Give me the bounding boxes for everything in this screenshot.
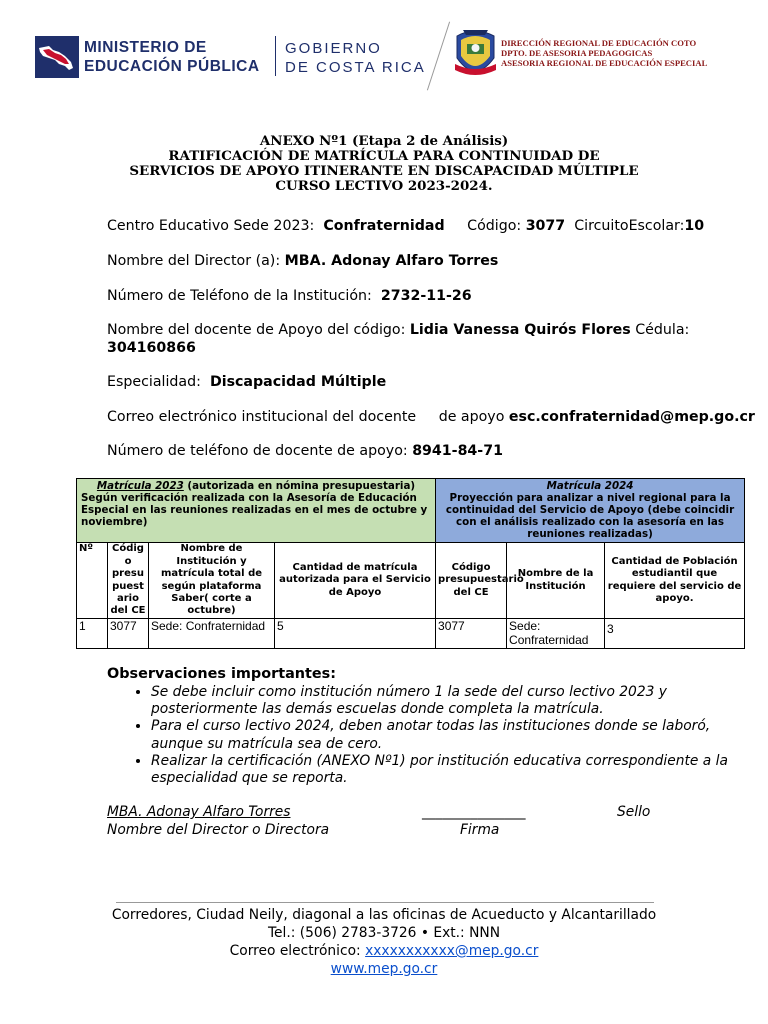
letterhead <box>0 0 768 100</box>
footer-email-link[interactable]: xxxxxxxxxxx@mep.go.cr <box>365 943 539 959</box>
col-header-institucion-2024: Nombre de la Institución <box>507 543 605 619</box>
observaciones-list <box>130 684 751 787</box>
telefono-inst-label: Número de Teléfono de la Institución: <box>107 288 372 304</box>
list-item: • Se debe incluir como institución número 1 la sede del curso lectivo 2023 y posteriormente las demás escuelas donde completa la matrícula. <box>151 684 751 718</box>
director-signature-caption: Nombre del Director o Directora <box>107 822 330 838</box>
telefono-doc-line <box>107 443 503 459</box>
gov-line-1: GOBIERNO <box>285 40 382 57</box>
correo-value: esc.confraternidad@mep.go.cr <box>508 409 755 425</box>
centro-line <box>107 218 704 234</box>
title-line-3: SERVICIOS DE APOYO ITINERANTE EN DISCAPACIDAD MÚLTIPLE <box>129 163 639 179</box>
matricula-2023-title: Matrícula 2023 <box>96 480 184 492</box>
circuito-value: 10 <box>684 218 705 234</box>
circuito-label: CircuitoEscolar: <box>574 218 685 234</box>
mep-logo-icon <box>35 36 79 78</box>
regional-crest-icon <box>453 28 498 80</box>
observaciones-title: Observaciones importantes: <box>107 666 336 682</box>
col-header-codigo-2023 <box>108 543 149 619</box>
list-item: • Para el curso lectivo 2024, deben anotar todas las instituciones donde se laboró, aunque su matrícula sea de cero. <box>151 718 751 752</box>
director-line <box>107 253 498 269</box>
centro-label: Centro Educativo Sede 2023: <box>107 218 315 234</box>
correo-line <box>107 409 755 425</box>
footer-phone: Tel.: (506) 2783-3726 • Ext.: NNN <box>267 925 501 941</box>
footer-website-link[interactable]: www.mep.go.cr <box>330 961 438 977</box>
cell-codigo-2023: 3077 <box>108 619 149 649</box>
cell-cantidad-2023: 5 <box>275 619 436 649</box>
docente-line <box>107 322 689 338</box>
dre-line-3: ASESORIA REGIONAL DE EDUCACIÓN ESPECIAL <box>501 58 708 68</box>
cedula-line <box>107 340 196 356</box>
cell-institucion-2024: Sede: Confraternidad <box>507 619 605 649</box>
col-header-codigo-2024: Código presupuestario del CE <box>436 543 507 619</box>
footer-email-label: Correo electrónico: <box>229 943 361 959</box>
title-line-4: CURSO LECTIVO 2023-2024. <box>275 178 493 194</box>
matricula-2024-title: Matrícula 2024 <box>546 480 634 492</box>
col-header-codigo-2023-line: presu <box>112 568 144 580</box>
ministry-line-2: EDUCACIÓN PÚBLICA <box>84 58 260 75</box>
gov-line-2: DE COSTA RICA <box>285 59 426 76</box>
codigo-value: 3077 <box>525 218 566 234</box>
document-title <box>0 134 768 194</box>
cedula-value: 304160866 <box>107 340 196 356</box>
matricula-2023-header <box>77 479 436 543</box>
cell-codigo-2024: 3077 <box>436 619 507 649</box>
col-header-cantidad-2023: Cantidad de matrícula autorizada para el Servicio de Apoyo <box>275 543 436 619</box>
header-slash <box>427 22 450 91</box>
title-line-1: ANEXO Nº1 (Etapa 2 de Análisis) <box>259 133 509 149</box>
cell-cantidad-2024: 3 <box>605 619 745 649</box>
centro-value: Confraternidad <box>323 218 445 234</box>
regional-office-name <box>501 38 707 68</box>
telefono-inst-value: 2732-11-26 <box>380 288 472 304</box>
government-name <box>285 39 426 77</box>
col-header-codigo-2023-line: puest <box>112 580 144 592</box>
director-label: Nombre del Director (a): <box>107 253 281 269</box>
footer-email-line <box>0 942 768 960</box>
especialidad-value: Discapacidad Múltiple <box>209 374 387 390</box>
col-header-codigo-2023-line: ario <box>117 592 139 604</box>
dre-line-1: DIRECCIÓN REGIONAL DE EDUCACIÓN COTO <box>501 38 697 48</box>
col-header-cantidad-2024: Cantidad de Población estudiantil que requiere del servicio de apoyo. <box>605 543 745 619</box>
dre-line-2: DPTO. DE ASESORIA PEDAGOGICAS <box>501 48 653 58</box>
especialidad-line <box>107 374 386 390</box>
title-line-2: RATIFICACIÓN DE MATRÍCULA PARA CONTINUIDAD DE <box>168 148 600 164</box>
col-header-numero: Nº <box>77 543 108 619</box>
matricula-2024-body: Proyección para analizar a nivel regional para la continuidad del Servicio de Apoyo (debe coincidir con el análisis realizado con la asesoría en las reuniones realizadas) <box>445 492 735 540</box>
codigo-label: Código: <box>467 218 522 234</box>
matricula-2023-body: Según verificación realizada con la Asesoría de Educación Especial en las reuniones realizadas en el mes de octubre y noviembre) <box>81 492 428 528</box>
firma-caption: Firma <box>460 822 500 838</box>
telefono-inst-line <box>107 288 472 304</box>
table-row <box>77 619 745 649</box>
telefono-doc-value: 8941-84-71 <box>412 443 503 459</box>
ministry-line-1: MINISTERIO DE <box>84 39 207 56</box>
cell-institucion-2023: Sede: Confraternidad <box>149 619 275 649</box>
docente-label: Nombre del docente de Apoyo del código: <box>107 322 406 338</box>
correo-label-b: de apoyo <box>438 409 505 425</box>
director-value: MBA. Adonay Alfaro Torres <box>284 253 499 269</box>
matricula-2024-header <box>436 479 745 543</box>
footer-divider <box>116 902 654 903</box>
ministry-name <box>84 38 260 76</box>
col-header-codigo-2023-line: Códig <box>112 543 144 555</box>
col-header-institucion-2023: Nombre de Institución y matrícula total de según plataforma Saber( corte a octubre) <box>149 543 275 619</box>
col-header-codigo-2023-line: o <box>124 555 132 567</box>
enrollment-table <box>76 478 745 649</box>
firma-line: _______________ <box>422 804 526 820</box>
correo-label-a: Correo electrónico institucional del docente <box>107 409 417 425</box>
header-divider <box>275 36 276 76</box>
matricula-2023-title-rest: (autorizada en nómina presupuestaria) <box>187 480 416 492</box>
telefono-doc-label: Número de teléfono de docente de apoyo: <box>107 443 408 459</box>
col-header-codigo-2023-line: del CE <box>110 605 146 617</box>
footer-website-line <box>0 960 768 978</box>
especialidad-label: Especialidad: <box>107 374 201 390</box>
cedula-label: Cédula: <box>635 322 690 338</box>
cell-numero: 1 <box>77 619 108 649</box>
sello-caption: Sello <box>617 804 651 820</box>
list-item: • Realizar la certificación (ANEXO Nº1) por institución educativa correspondiente a la especialidad que se reporta. <box>151 753 751 787</box>
footer-address: Corredores, Ciudad Neily, diagonal a las oficinas de Acueducto y Alcantarillado <box>111 907 657 923</box>
director-signature-name: MBA. Adonay Alfaro Torres <box>107 804 291 820</box>
docente-value: Lidia Vanessa Quirós Flores <box>409 322 631 338</box>
